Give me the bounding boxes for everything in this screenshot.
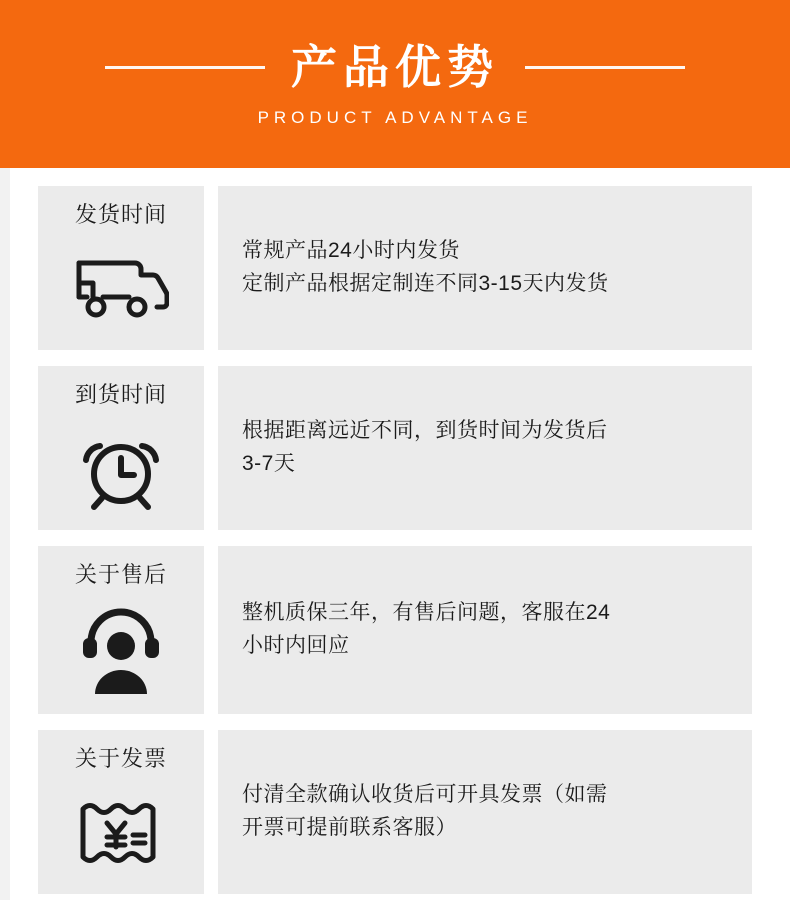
alarm-clock-icon [78,428,164,510]
invoice-icon [73,793,169,873]
advantage-icon-card [38,186,204,350]
advantage-label: 到货时间 [74,382,167,407]
truck-icon [73,253,169,325]
page-title: 产品优势 [291,41,499,93]
page-subtitle: PRODUCT ADVANTAGE [257,108,533,127]
list-item [38,366,752,530]
advantage-text-line1: 常规产品24小时内发货 [242,239,460,263]
header-rule-left [105,66,265,69]
advantage-text-card [218,730,752,894]
advantage-icon-card [38,366,204,530]
advantage-text-line2: 开票可提前联系客服） [242,816,457,839]
icon-holder [38,772,204,894]
header-rule-right [525,66,685,69]
advantage-text-line1: 根据距离远近不同，到货时间为发货后 [242,419,608,443]
advantage-text [242,415,608,480]
advantage-text-line1: 付清全款确认收货后可开具发票（如需 [242,783,608,807]
advantage-label: 关于发票 [74,746,167,771]
list-item [38,186,752,350]
advantage-icon-card [38,730,204,894]
icon-holder [38,408,204,530]
header-title-row [0,41,790,93]
advantage-text [242,779,608,844]
advantage-text-card [218,186,752,350]
advantage-text-line1: 整机质保三年，有售后问题，客服在24 [242,601,611,625]
advantage-list [0,168,790,894]
page-header [0,0,790,168]
advantage-text-card [218,546,752,714]
advantage-text-line2: 定制产品根据定制连不同3-15天内发货 [242,272,609,295]
advantage-text-line2: 3-7天 [242,452,296,475]
advantage-text-card [218,366,752,530]
advantage-text [242,597,610,662]
headset-support-icon [75,608,167,694]
list-item [38,546,752,714]
advantage-label: 关于售后 [74,562,167,587]
list-item [38,730,752,894]
advantage-label: 发货时间 [74,202,167,227]
advantage-icon-card [38,546,204,714]
advantage-text [242,235,609,300]
icon-holder [38,588,204,714]
advantage-text-line2: 小时内回应 [242,634,350,657]
icon-holder [38,228,204,350]
